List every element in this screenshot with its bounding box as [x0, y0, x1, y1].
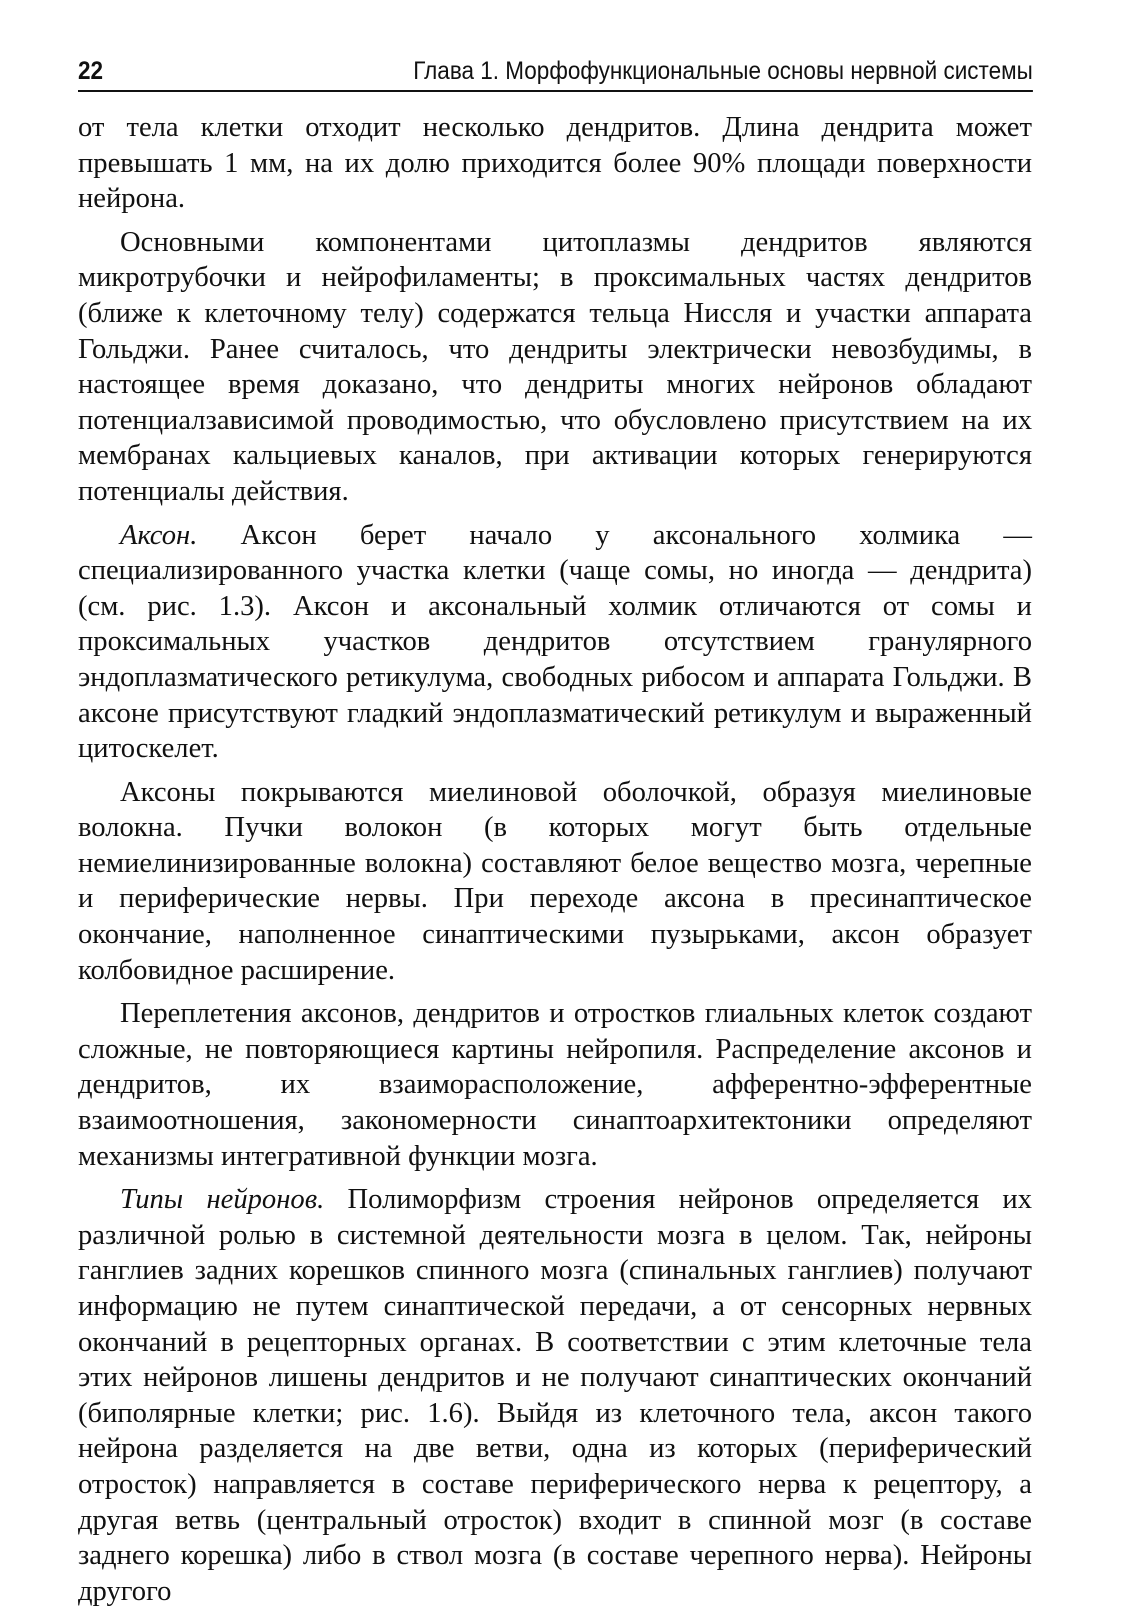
paragraph [78, 775, 1032, 989]
paragraph [78, 110, 1032, 217]
paragraph-text: Полиморфизм строения нейронов определяется их различной ролью в системной деятельности мозга в целом. Так, нейроны ганглиев задних корешков спинного мозга (спинальных ганглиев) получают информацию не путем синаптической передачи, а от сенсорных нервных окончаний в рецепторных органах. В соответствии с этим клеточные тела этих нейронов лишены дендритов и не получают синаптических окончаний (биполярные клетки; рис. 1.6). Выйдя из клеточного тела, аксон такого нейрона разделяется на две ветви, одна из которых (периферический отросток) направляется в составе периферического нерва к рецептору, а другая ветвь (центральный отросток) входит в спинной мозг (в составе заднего корешка) либо в ствол мозга (в составе черепного нерва). Нейроны другого [78, 1184, 1033, 1607]
running-head [78, 56, 1033, 92]
paragraph-term: Аксон. [120, 519, 198, 551]
page-number: 22 [78, 57, 104, 85]
paragraph-term: Типы нейронов. [120, 1184, 325, 1216]
chapter-title: Глава 1. Морфофункциональные основы нервной системы [413, 57, 1033, 85]
paragraph-text: Переплетения аксонов, дендритов и отростков глиальных клеток создают сложные, не повторяющиеся картины нейропиля. Распределение аксонов и дендритов, их взаиморасположение, афферентно-эфферентные взаимоотношения, закономерности синаптоархитектоники определяют механизмы интегративной функции мозга. [78, 998, 1032, 1172]
paragraph-text: от тела клетки отходит несколько дендритов. Длина дендрита может превышать 1 мм, на их долю приходится более 90% площади поверхности нейрона. [78, 112, 1032, 215]
paragraph-text: Аксон берет начало у аксонального холмика — специализированного участка клетки (чаще сомы, но иногда — дендрита) (см. рис. 1.3). Аксон и аксональный холмик отличаются от сомы и проксимальных участков дендритов отсутствием гранулярного эндоплазматического ретикулума, свободных рибосом и аппарата Гольджи. В аксоне присутствуют гладкий эндоплазматический ретикулум и выраженный цитоскелет. [78, 519, 1032, 765]
body-text [78, 110, 1032, 1609]
paragraph [78, 518, 1032, 767]
paragraph [78, 1182, 1032, 1609]
paragraph-text: Аксоны покрываются миелиновой оболочкой, образуя миелиновые волокна. Пучки волокон (в которых могут быть отдельные немиелинизированные волокна) составляют белое вещество мозга, черепные и периферические нервы. При переходе аксона в пресинаптическое окончание, наполненное синаптическими пузырьками, аксон образует колбовидное расширение. [78, 776, 1032, 986]
paragraph-text: Основными компонентами цитоплазмы дендритов являются микротрубочки и нейрофиламенты; в проксимальных частях дендритов (ближе к клеточному телу) содержатся тельца Ниссля и участки аппарата Гольджи. Ранее считалось, что дендриты электрически невозбудимы, в настоящее время доказано, что дендриты многих нейронов обладают потенциалзависимой проводимостью, что обусловлено присутствием на их мембранах кальциевых каналов, при активации которых генерируются потенциалы действия. [78, 226, 1032, 507]
book-page [78, 56, 1032, 1617]
paragraph [78, 225, 1032, 510]
paragraph [78, 996, 1032, 1174]
